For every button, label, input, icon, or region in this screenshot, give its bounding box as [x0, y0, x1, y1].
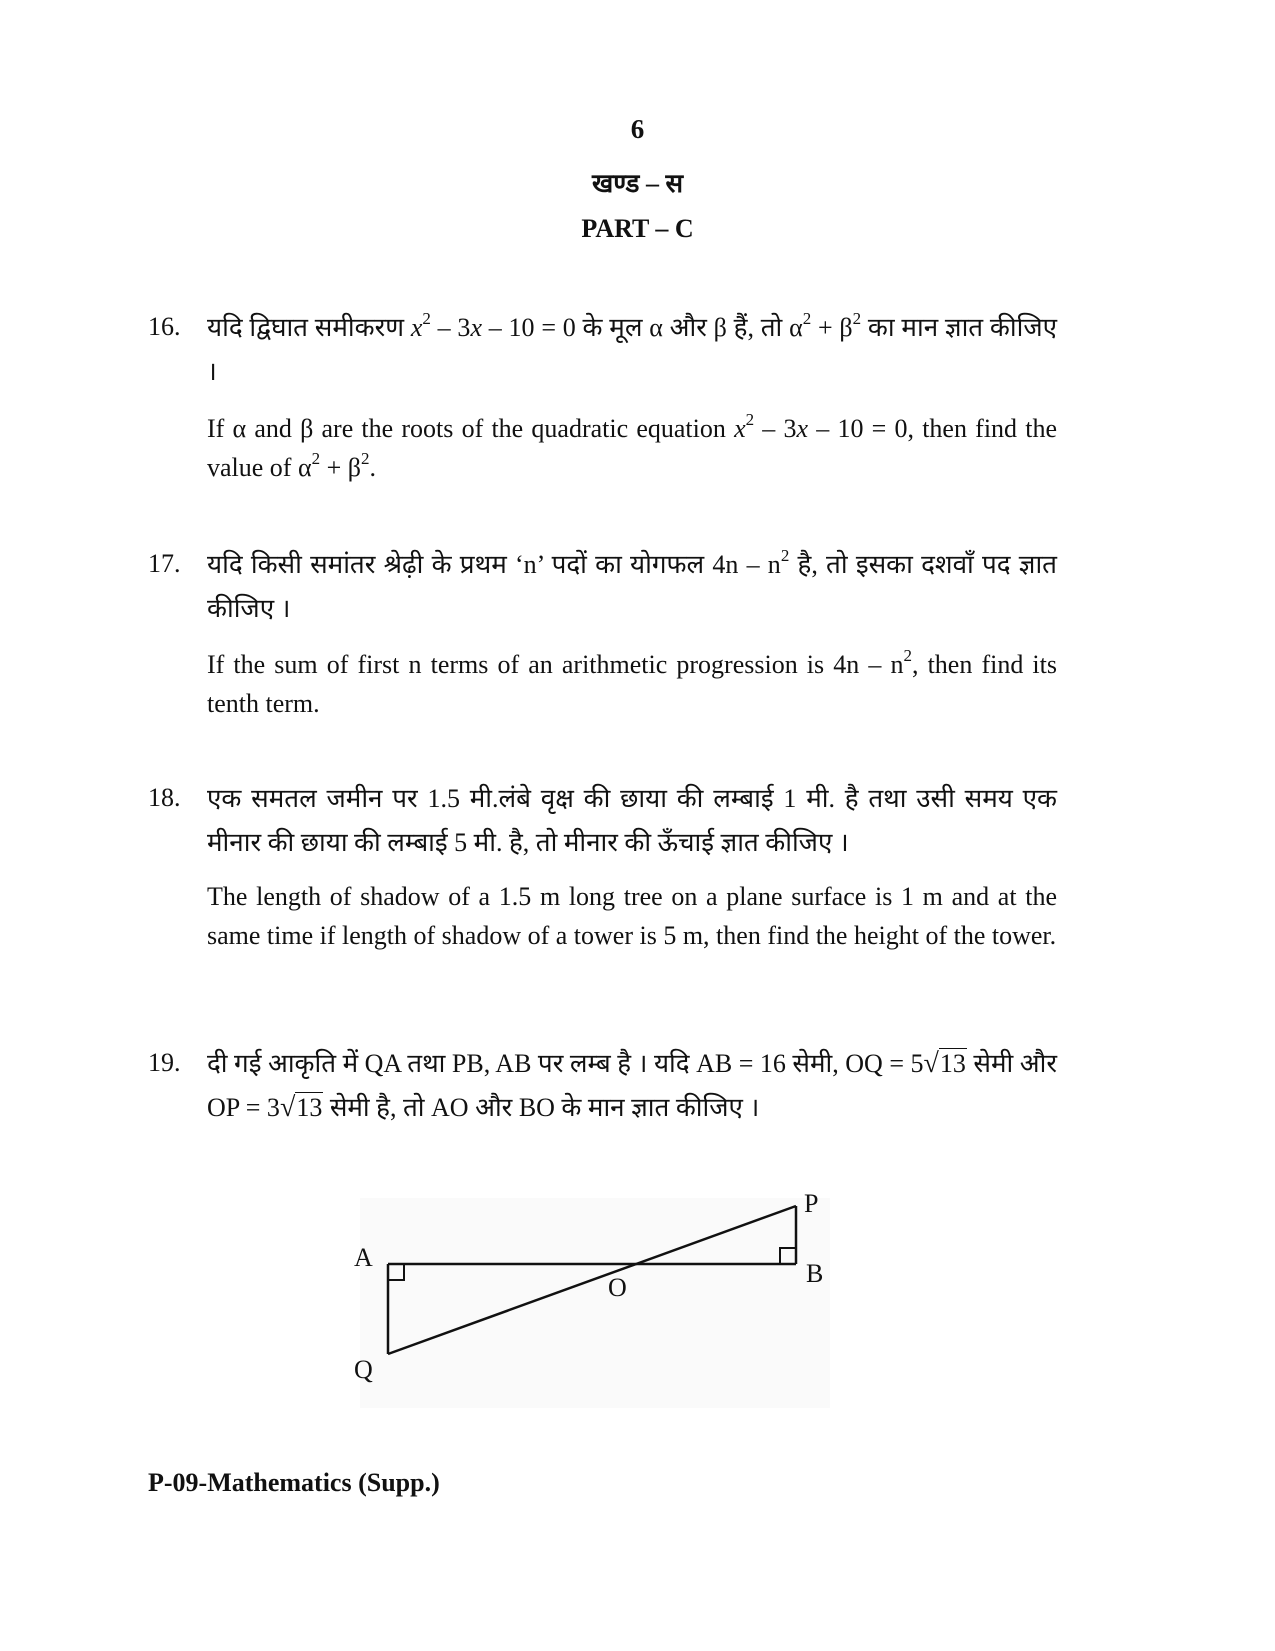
section-title-english: PART – C [581, 214, 694, 243]
question-19-hindi: दी गई आकृति में QA तथा PB, AB पर लम्ब है । यदि AB = 16 सेमी, OQ = 5√13 सेमी और OP = 3√13 सेमी है, तो AO और BO के मान ज्ञात कीजिए । [207, 1048, 1058, 1123]
question-19-number: 19. [148, 1048, 181, 1077]
label-p: P [804, 1189, 819, 1218]
question-16-number: 16. [148, 312, 181, 341]
label-o: O [608, 1273, 627, 1302]
label-a: A [354, 1243, 373, 1272]
label-q: Q [354, 1355, 373, 1384]
question-16-english: If α and β are the roots of the quadratic equation $x^2 - 3x - 10 = 0$, then find the value of $\alpha^2 + \beta^2$. [207, 410, 1058, 482]
footer-paper-code: P-09-Mathematics (Supp.) [148, 1468, 440, 1497]
question-18-number: 18. [148, 783, 181, 812]
geometry-figure [354, 1189, 830, 1408]
section-title-hindi: खण्ड – स [591, 169, 684, 198]
page-number: 6 [630, 114, 645, 144]
question-16-hindi: यदि द्विघात समीकरण $x^2 - 3x - 10 = 0$ के मूल α और β हैं, तो $\alpha^2 + \beta^2$ का मान ज्ञात कीजिए । [207, 309, 1058, 386]
question-17-number: 17. [148, 549, 181, 578]
question-17-english: If the sum of first n terms of an arithmetic progression is $4n - n^2$, then find its tenth term. [207, 646, 1057, 718]
label-b: B [806, 1259, 824, 1288]
figure-background [360, 1198, 830, 1408]
question-18-hindi: एक समतल जमीन पर 1.5 मी.लंबे वृक्ष की छाया की लम्बाई 1 मी. है तथा उसी समय एक मीनार की छाया की लम्बाई 5 मी. है, तो मीनार की ऊँचाई ज्ञात कीजिए । [207, 784, 1057, 857]
square-root-13: √13 [923, 1048, 966, 1079]
question-17-hindi: यदि किसी समांतर श्रेढ़ी के प्रथम ‘n’ पदों का योगफल $4n - n^2$ है, तो इसका दशवाँ पद ज्ञात कीजिए । [207, 546, 1058, 623]
question-18-english: The length of shadow of a 1.5 m long tree on a plane surface is 1 m and at the same time if length of shadow of a tower is 5 m, then find the height of the tower. [207, 882, 1057, 950]
square-root-13: √13 [279, 1092, 323, 1123]
